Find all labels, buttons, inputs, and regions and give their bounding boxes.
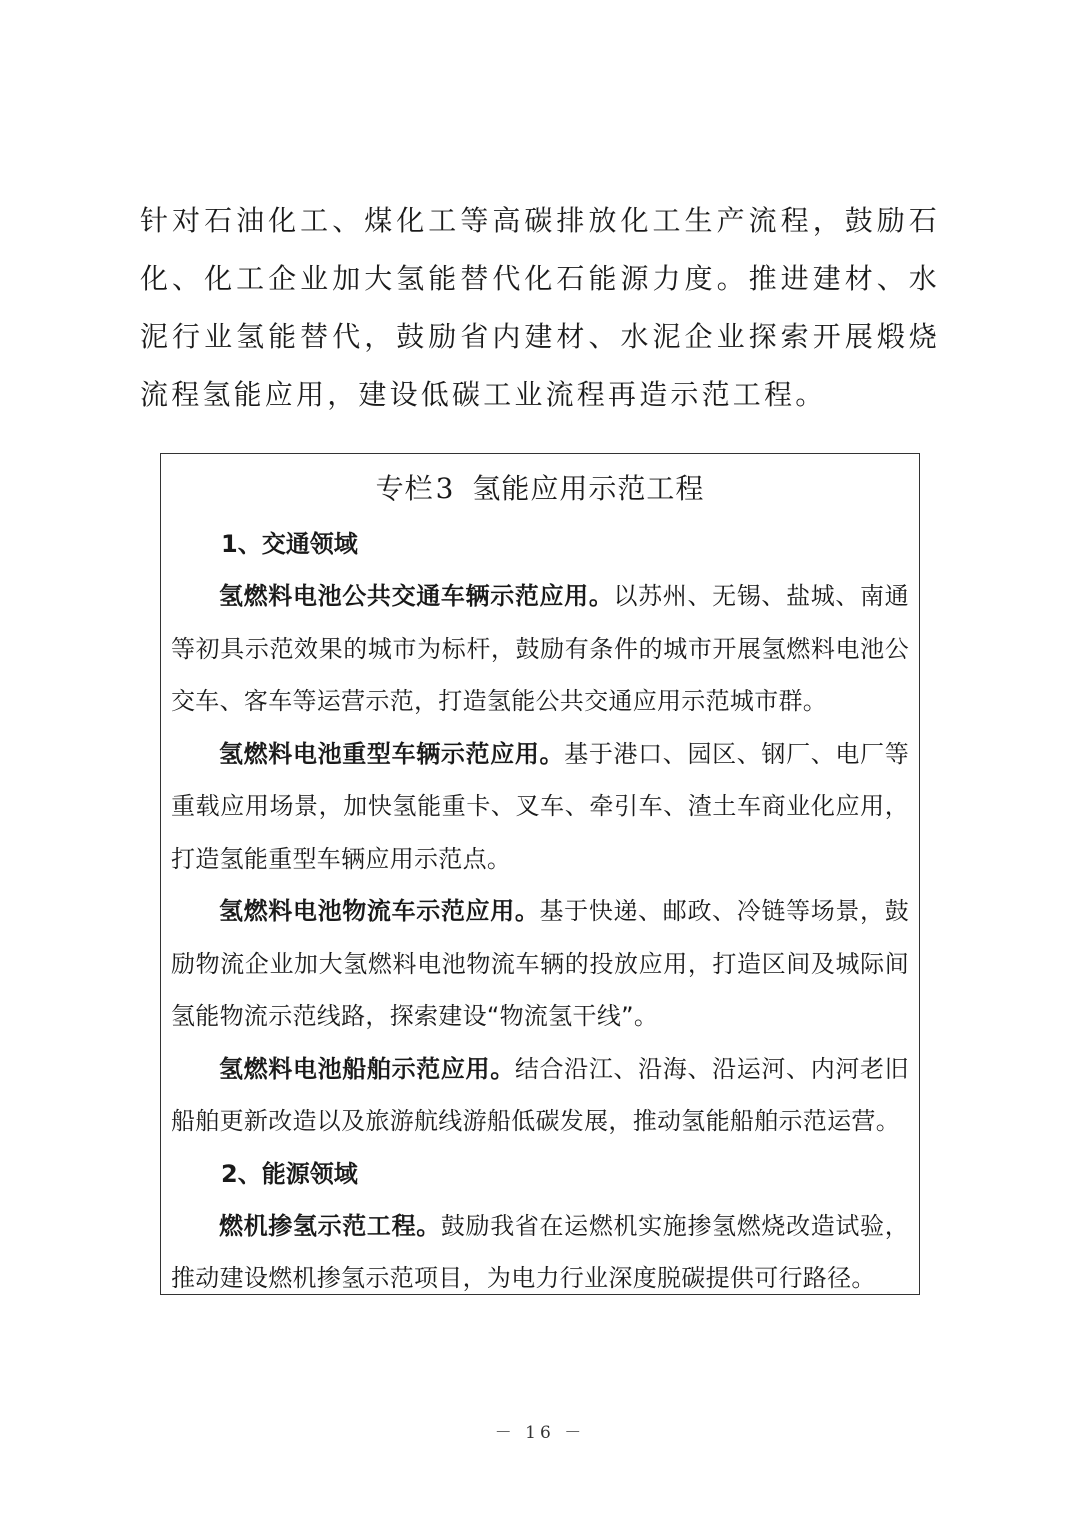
special-column-box bbox=[160, 453, 920, 1295]
item-lead: 燃机掺氢示范工程。 bbox=[219, 1211, 441, 1240]
item-bus-demo bbox=[171, 570, 909, 728]
item-text: 基于港口、园区、钢厂、电厂等重载应用场景，加快氢能重卡、叉车、牵引车、渣土车商业化应用，打造氢能重型车辆应用示范点。 bbox=[171, 739, 910, 873]
item-text: 鼓励我省在运燃机实施掺氢燃烧改造试验，推动建设燃机掺氢示范项目，为电力行业深度脱碳提供可行路径。 bbox=[171, 1211, 910, 1292]
item-lead: 氢燃料电池船舶示范应用。 bbox=[219, 1054, 515, 1083]
box-title-text: 氢能应用示范工程 bbox=[472, 472, 705, 505]
item-heavy-vehicle-demo bbox=[171, 728, 909, 886]
item-text: 以苏州、无锡、盐城、南通等初具示范效果的城市为标杆，鼓励有条件的城市开展氢燃料电池公交车、客车等运营示范，打造氢能公共交通应用示范城市群。 bbox=[171, 582, 909, 715]
item-logistics-demo bbox=[171, 885, 909, 1043]
item-gas-turbine-demo bbox=[171, 1200, 909, 1305]
item-text: 结合沿江、沿海、沿运河、内河老旧船舶更新改造以及旅游航线游船低碳发展，推动氢能船舶示范运营。 bbox=[171, 1054, 909, 1135]
intro-paragraph: 针对石油化工、煤化工等高碳排放化工生产流程，鼓励石化、化工企业加大氢能替代化石能源力度。推进建材、水泥行业氢能替代，鼓励省内建材、水泥企业探索开展煅烧流程氢能应用，建设低碳工业流程再造示范工程。 bbox=[140, 204, 940, 411]
page-number: － 16 － bbox=[494, 1423, 586, 1443]
section-heading-energy: 2、能源领域 bbox=[221, 1159, 358, 1188]
box-title-prefix: 专栏 bbox=[375, 472, 434, 505]
box-title bbox=[171, 464, 909, 514]
item-lead: 氢燃料电池重型车辆示范应用。 bbox=[219, 739, 565, 768]
item-lead: 氢燃料电池公共交通车辆示范应用。 bbox=[219, 582, 614, 610]
box-title-number: 3 bbox=[435, 472, 455, 505]
section-heading-transport: 1、交通领域 bbox=[221, 530, 358, 558]
item-text: 基于快递、邮政、冷链等场景，鼓励物流企业加大氢燃料电池物流车辆的投放应用，打造区间及城际间氢能物流示范线路，探索建设“物流氢干线”。 bbox=[171, 897, 910, 1030]
item-lead: 氢燃料电池物流车示范应用。 bbox=[219, 897, 540, 925]
item-ship-demo bbox=[171, 1043, 909, 1148]
